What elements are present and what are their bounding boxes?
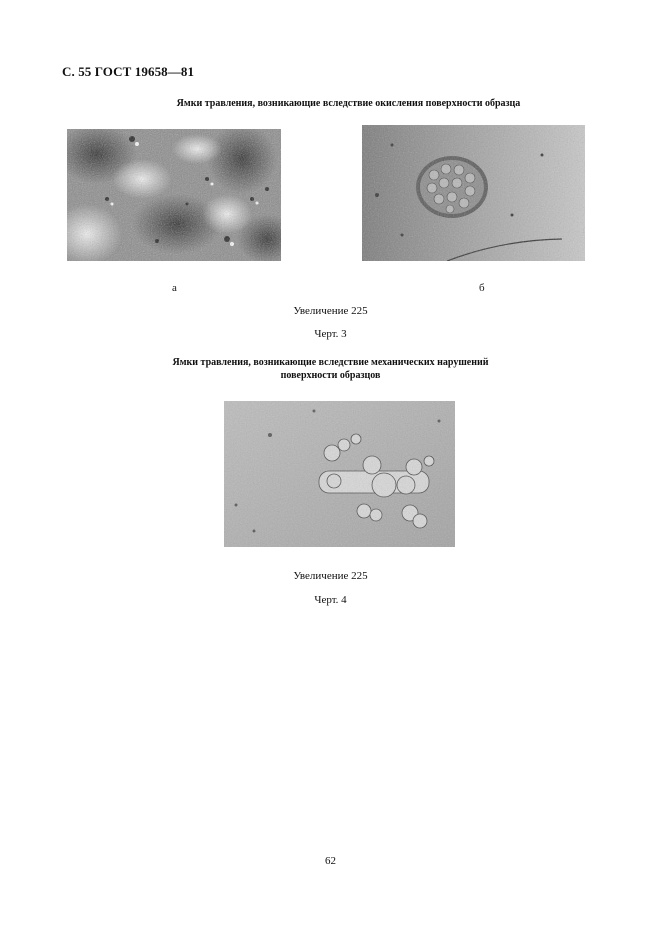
micrograph-4-image [224, 401, 455, 547]
figure-3-label-a: а [172, 282, 177, 294]
micrograph-a-image [67, 129, 281, 261]
figure-4-title-line2: поверхности образцов [280, 370, 381, 381]
page-number: 62 [325, 855, 336, 867]
figure-4-title-line1: Ямки травления, возникающие вследствие механических нарушений [172, 357, 489, 368]
micrograph-a [67, 129, 281, 261]
figure-3-label-b: б [479, 282, 485, 294]
micrograph-b [362, 125, 585, 261]
figure-3-number: Черт. 3 [314, 328, 347, 340]
micrograph-4 [224, 401, 455, 547]
micrograph-b-image [362, 125, 585, 261]
figure-3-title: Ямки травления, возникающие вследствие окисления поверхности образца [176, 98, 521, 109]
figure-4-title [0, 356, 661, 382]
figure-4-number: Черт. 4 [314, 594, 347, 606]
figure-4-magnification: Увеличение 225 [293, 570, 368, 582]
figure-3-magnification: Увеличение 225 [293, 305, 368, 317]
page-header: С. 55 ГОСТ 19658—81 [62, 64, 195, 79]
